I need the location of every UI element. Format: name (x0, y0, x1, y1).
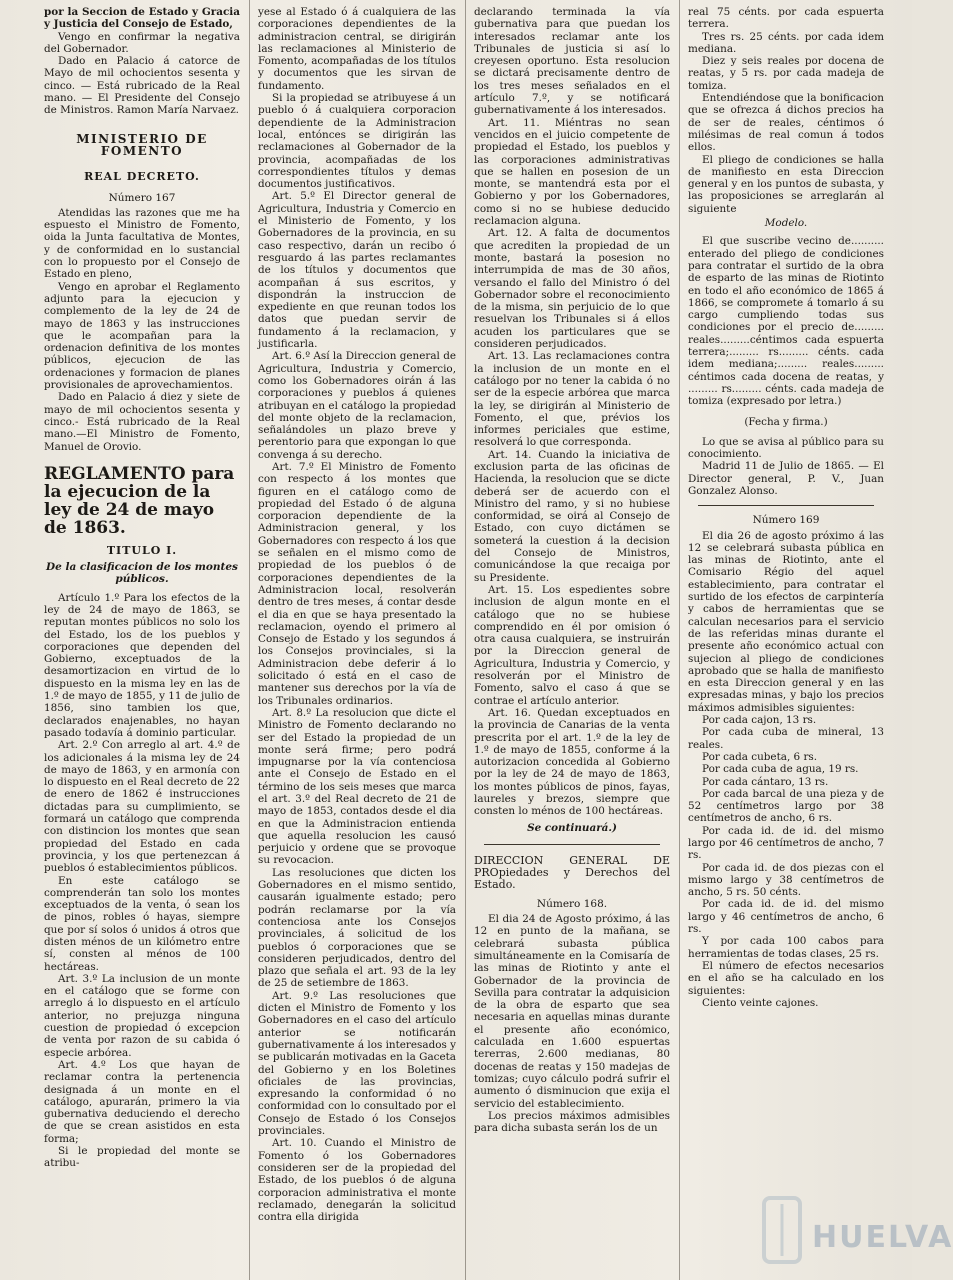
price-paragraph: Entendiéndose que la bonificacion que se ofrezca á dichos precios ha de ser de reales, céntimos ó milésimas de real comun á todos ellos. (688, 92, 884, 154)
price-paragraph: El pliego de condiciones se halla de manifiesto en esta Direccion general y en los puntos de subasta, y las proposiciones se arreglarán al siguiente (688, 153, 884, 215)
price-item: Y por cada 100 cabos para herramientas de todas clases, 25 rs. (688, 935, 884, 960)
modelo-paragraph: El que suscribe vecino de.......... enterado del pliego de condiciones para contratar el surtido de la obra de esparto de las minas de Riotinto en todo el año económico de 1865 á 1866, se compromete á tomarlo á su cargo cumpliendo todas sus condiciones por el precio de......... reales.........céntimos cada espuerta terrera;......... rs......... cénts. cada idem mediana;......... reales......... céntimos cada docena de reatas, y ......... rs......... cénts. cada madeja de tomiza (expresado por letra.) (688, 235, 884, 408)
price-item: Por cada cuba de mineral, 13 reales. (688, 726, 884, 751)
article-paragraph: Art. 3.º La inclusion de un monte en el catálogo que se forme con arreglo á lo dispuesto en el artículo anterior, no prejuzga ninguna cuestion de propiedad ó excepcion de venta por razon de su cabida ó especie arbórea. (44, 972, 240, 1059)
article-paragraph: Art. 6.º Así la Direccion general de Agricultura, Industria y Comercio, como los Gobernadores oirán á las corporaciones y pueblos á quienes atribuyan en el catálogo la propiedad del monte objeto de la reclamacion, señalándoles un plazo breve y perentorio para que expongan lo que convenga á su derecho. (258, 350, 456, 461)
notice-paragraph: El número de efectos necesarios en el año se ha calculado en los siguientes: (688, 959, 884, 997)
price-item: Por cada id. de id. del mismo largo por 46 centímetros de ancho, 7 rs. (688, 824, 884, 862)
price-item: Por cada barcal de una pieza y de 52 centímetros largo por 38 centímetros de ancho, 6 rs. (688, 787, 884, 825)
column-2 (258, 6, 456, 1280)
titulo-heading: TITULO I. (106, 543, 178, 557)
titulo-subheading: De la clasificacion de los montes públicos. (46, 561, 238, 586)
modelo-heading: Modelo. (764, 217, 808, 230)
decree-number: Número 167 (108, 191, 176, 204)
article-paragraph: Art. 5.º El Director general de Agricultura, Industria y Comercio en el Ministerio de Fomento, y los Gobernadores de la provincia, en su caso respectivo, darán un recibo ó resguardo á las partes reclamantes de los títulos y documentos que acompañan á sus escritos, y dispondrán la instruccion de expediente en que reunan todos los datos que puedan servir de fundamento á la reclamacion, y justificarla. (258, 190, 456, 351)
price-item: Por cada id. de id. del mismo largo y 46 centímetros de ancho, 6 rs. (688, 898, 884, 936)
article-paragraph: yese al Estado ó á cualquiera de las corporaciones dependientes de la administracion central, se dirigirán las reclamaciones al Ministerio de Fomento, acompañadas de los títulos y documentos que les sirvan de fundamento. (258, 6, 456, 92)
decree-paragraph: Vengo en aprobar el Reglamento adjunto para la ejecucion y complemento de la ley de 24 de mayo de 1863 y las instrucciones que le acompañan para la ordenacion definitiva de los montes públicos, ejecucion de las ordenaciones y formacion de planes provisionales de aprovechamientos. (44, 280, 240, 392)
price-paragraph: Tres rs. 25 cénts. por cada idem mediana. (688, 30, 884, 55)
intro-paragraph: por la Seccion de Estado y Gracia y Justicia del Consejo de Estado, (44, 6, 240, 31)
notice-paragraph: El dia 26 de agosto próximo á las 12 se celebrará subasta pública en las minas de Riotinto, ante el Comisario Régio del aquel establecimiento, para contratar el surtido de los efectos de carpintería y cabos de herramientas que se calculan necesarios para el servicio de las referidas minas durante el presente año económico actual con sujecion al pliego de condiciones aprobado que se halla de manifiesto en esta Direccion general y en las expresadas minas, y bajo los precios máximos admisibles siguientes: (688, 529, 884, 714)
price-item: Por cada cuba de agua, 19 rs. (702, 763, 859, 776)
archive-watermark: HUELVA (812, 1220, 953, 1255)
real-decreto-heading: REAL DECRETO. (84, 170, 200, 184)
article-paragraph: En este catálogo se comprenderán tan solo los montes exceptuados de la venta, ó sean los de pinos, robles ó hayas, siempre que por sí solos ó unidos á otros que disten ménos de un kilómetro entre sí, consten al ménos de 100 hectáreas. (44, 874, 240, 973)
article-paragraph: Art. 11. Miéntras no sean vencidos en el juicio competente de propiedad el Estado, los pueblos y las corporaciones administrativas que se hallen en posesion de un monte, se mantendrá esta por el Gobierno y por los Gobernadores, como si no se hubiese deducido reclamacion alguna. (474, 116, 670, 228)
notice-paragraph: El dia 24 de Agosto próximo, á las 12 en punto de la mañana, se celebrará subasta pública simultáneamente en la Comisaría de las minas de Riotinto y ante el Gobernador de la provincia de Sevilla para contratar la adquisicion de la obra de esparto que sea necesaria en aquellas minas durante el presente año económico, calculada en 1.600 espuertas tererras, 2.600 medianas, 80 docenas de reatas y 150 madejas de tomizas; cuyo cálculo podrá sufrir el aumento ó disminucion que exija el servicio del establecimiento. (474, 913, 670, 1110)
modelo-paragraph: Lo que se avisa al público para su conocimiento. (688, 435, 884, 461)
column-3 (474, 6, 670, 1280)
section-heading-ministerio: MINISTERIO DE FOMENTO (76, 131, 208, 158)
direccion-general-heading: DIRECCION GENERAL DE PROpiedades y Derechos del Estado. (474, 853, 670, 892)
column-divider (679, 0, 680, 1280)
decree-paragraph: Dado en Palacio á diez y siete de mayo de mil ochocientos sesenta y cinco.- Está rubricado de la Real mano.—El Ministro de Fomento, Manuel de Orovio. (44, 391, 240, 453)
fecha-firma: (Fecha y firma.) (744, 415, 828, 428)
article-paragraph: Art. 9.º Las resoluciones que dicten el Ministro de Fomento y los Gobernadores en el caso del artículo anterior se notificarán gubernativamente á los interesados y se publicarán motivadas en la Gaceta del Gobierno y en los Boletines oficiales de las provincias, expresando la conformidad ó no conformidad con lo consultado por el Consejo de Estado ó los Consejos provinciales. (258, 989, 456, 1138)
intro-paragraph: Vengo en confirmar la negativa del Gobernador. (44, 30, 240, 55)
continuation-note: Se continuará.) (527, 821, 617, 834)
notice-number: Número 169 (752, 514, 820, 527)
column-4 (688, 6, 884, 1280)
reglamento-heading: REGLAMENTO para la ejecucion de la ley de 24 de mayo de 1863. (44, 463, 235, 538)
column-divider (465, 0, 466, 1280)
notice-paragraph: Los precios máximos admisibles para dicha subasta serán los de un (474, 1109, 670, 1135)
section-rule (698, 505, 874, 506)
price-item: Ciento veinte cajones. (702, 996, 819, 1009)
article-paragraph: Art. 2.º Con arreglo al art. 4.º de los adicionales á la misma ley de 24 de mayo de 1863, y en armonía con lo dispuesto en el Real decreto de 22 de enero de 1862 é instrucciones dictadas para su cumplimiento, se formará un catálogo que comprenda con distincion los montes que sean propiedad del Estado en cada provincia, y los que pertenezcan á pueblos ó establecimientos públicos. (44, 739, 240, 875)
price-item: Por cada cajon, 13 rs. (702, 714, 817, 727)
article-paragraph: Art. 12. A falta de documentos que acrediten la propiedad de un monte, bastará la posesion no interrumpida de mas de 30 años, versando el fallo del Ministro ó del Gobernador sobre el reconocimiento de la misma, sin perjuicio de lo que resuelvan los Tribunales si á ellos acuden los particulares que se consideren perjudicados. (474, 227, 670, 351)
article-paragraph: Art. 10. Cuando el Ministro de Fomento ó los Gobernadores consideren ser de la propiedad del Estado, de los pueblos ó de alguna corporacion administrativa el monte reclamado, denegarán la solicitud contra ella dirigida (258, 1137, 456, 1224)
article-paragraph: Artículo 1.º Para los efectos de la ley de 24 de mayo de 1863, se reputan montes públicos no solo los del Estado, los de los pueblos y corporaciones que dependen del Gobierno, exceptuados de la desamortizacion en virtud de lo dispuesto en la misma ley en las de 1.º de mayo de 1855, y 11 de julio de 1856, sino tambien los que, declarados enajenables, no hayan pasado todavía á dominio particular. (44, 591, 240, 739)
modelo-paragraph: Madrid 11 de Julio de 1865. — El Director general, P. V., Juan Gonzalez Alonso. (688, 460, 884, 497)
price-item: Por cada id. de dos piezas con el mismo largo y 38 centímetros de ancho, 5 rs. 50 cénts. (688, 861, 884, 899)
article-paragraph: Art. 13. Las reclamaciones contra la inclusion de un monte en el catálogo por no tener la cabida ó no ser de la especie arbórea que marca la ley, se dirigirán al Ministerio de Fomento, el que, prévios los informes periciales que estime, resolverá lo que corresponda. (474, 350, 670, 449)
column-divider (249, 0, 250, 1280)
article-paragraph: Las resoluciones que dicten los Gobernadores en el mismo sentido, causarán igualmente estado; pero podrán reclamarse por la vía contenciosa ante los Consejos provinciales, á solicitud de los pueblos ó corporaciones que se consideren perjudicados, dentro del plazo que señala el art. 93 de la ley de 25 de setiembre de 1863. (258, 866, 456, 990)
archive-seal-icon (752, 1190, 812, 1270)
article-paragraph: Art. 4.º Los que hayan de reclamar contra la pertenencia designada á un monte en el catálogo, apurarán, primero la via gubernativa deduciendo el derecho de que se crean asistidos en esta forma; (44, 1058, 240, 1145)
price-item: Por cada cántaro, 13 rs. (702, 775, 829, 788)
price-paragraph: Diez y seis reales por docena de reatas, y 5 rs. por cada madeja de tomiza. (688, 55, 884, 92)
decree-paragraph: Atendidas las razones que me ha espuesto el Ministro de Fomento, oida la Junta facultativa de Montes, y de conformidad en lo sustancial con lo propuesto por el Consejo de Estado en pleno, (44, 206, 240, 281)
article-paragraph: Art. 15. Los espedientes sobre inclusion de algun monte en el catálogo que no se hubiese comprendido en él por omision ó otra causa cualquiera, se instruirán por la Direccion general de Agricultura, Industria y Comercio, y resolverán por el Ministro de Fomento, salvo el caso á que se contrae el artículo anterior. (474, 583, 670, 707)
price-item: Por cada cubeta, 6 rs. (702, 750, 818, 763)
intro-paragraph: Dado en Palacio á catorce de Mayo de mil ochocientos sesenta y cinco. — Está rubricado de la Real mano. — El Presidente del Consejo de Ministros. Ramon María Narvaez. (44, 55, 240, 117)
article-paragraph: declarando terminada la vía gubernativa para que puedan los interesados reclamar ante los Tribunales de justicia si así lo creyesen oportuno. Esta resolucion se dictará precisamente dentro de los tres meses señalados en el artículo 7.º, y se notificará gubernativamente á los interesados. (474, 6, 670, 117)
article-paragraph: Art. 8.º La resolucion que dicte el Ministro de Fomento declarando no ser del Estado la propiedad de un monte será firme; pero podrá impugnarse por la vía contenciosa ante el Consejo de Estado en el término de los seis meses que marca el art. 3.º del Real decreto de 21 de mayo de 1853, contados desde el dia en que la Administracion entienda que aquella resolucion les causó perjuicio y ordene que se provoque su revocacion. (258, 706, 456, 867)
article-paragraph: Si le propiedad del monte se atribu- (44, 1145, 240, 1170)
article-paragraph: Art. 7.º El Ministro de Fomento con respecto á los montes que figuren en el catálogo como de propiedad del Estado ó de alguna corporacion dependiente de la Administracion general, y los Gobernadores con respecto á los que se señalen en el mismo como de propiedad de los pueblos ó de corporaciones dependientes de la Administracion local, resolverán dentro de tres meses, á contar desde el dia en que se haya presentado la reclamacion, oyendo el primero al Consejo de Estado y los segundos á los Consejos provinciales, si la Administracion debe deferir á lo solicitado ó está en el caso de mantener sus derechos por la vía de los Tribunales ordinarios. (258, 460, 456, 707)
section-rule (484, 844, 660, 845)
price-paragraph: real 75 cénts. por cada espuerta terrera. (688, 6, 884, 31)
article-paragraph: Art. 16. Quedan exceptuados en la provincia de Canarias de la venta prescrita por el art. 1.º de la ley de 1.º de mayo de 1855, conforme á la autorizacion concedida al Gobierno por la ley de 24 de mayo de 1863, los montes públicos de pinos, fayas, laureles y brezos, siempre que consten lo ménos de 100 hectáreas. (474, 706, 670, 818)
column-1 (44, 6, 240, 1280)
article-paragraph: Art. 14. Cuando la iniciativa de exclusion parta de las oficinas de Hacienda, la resolucion que se dicte deberá ser de acuerdo con el Ministro del ramo, y si no hubiese conformidad, se oirá al Consejo de Estado, con cuyo dictámen se someterá la cuestion á la decision del Consejo de Ministros, comunicándose la que recaiga por su Presidente. (474, 448, 670, 584)
article-paragraph: Si la propiedad se atribuyese á un pueblo ó á cualquiera corporacion dependiente de la Administracion local, entónces se dirigirán las reclamaciones al Gobernador de la provincia, acompañadas de los correspondientes títulos y demas documentos justificativos. (258, 92, 456, 191)
notice-number: Número 168. (536, 897, 608, 910)
